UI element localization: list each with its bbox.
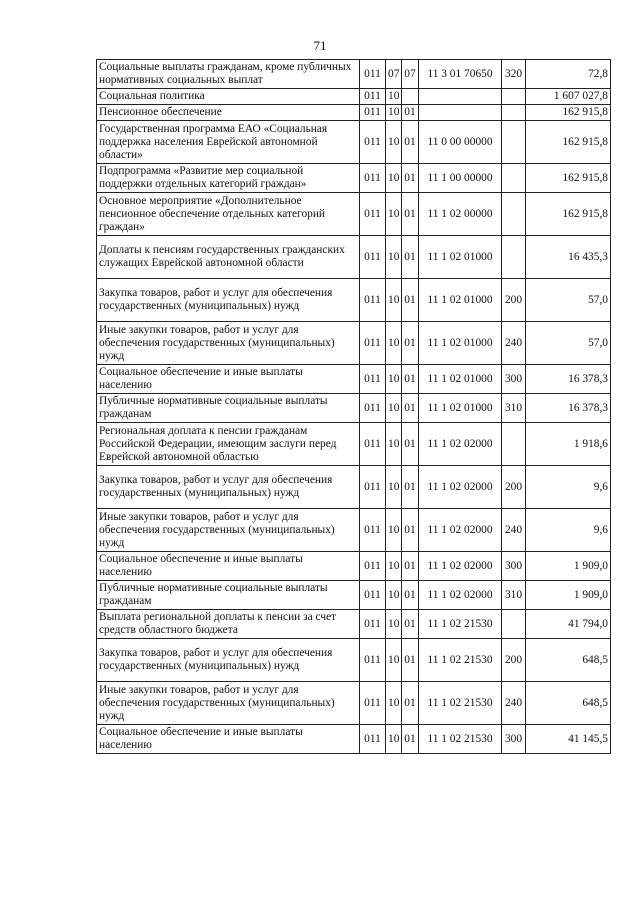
row-name-cell: Подпрограмма «Развитие мер социальной поддержки отдельных категорий граждан» bbox=[97, 164, 360, 193]
section-code-cell: 10 bbox=[386, 552, 402, 581]
table-row bbox=[97, 365, 611, 394]
section-code-cell: 10 bbox=[386, 610, 402, 639]
amount-cell: 9,6 bbox=[526, 466, 611, 509]
table-row bbox=[97, 581, 611, 610]
subsection-code-cell: 01 bbox=[402, 682, 419, 725]
row-name-cell: Доплаты к пенсиям государственных гражданских служащих Еврейской автономной области bbox=[97, 236, 360, 279]
table-row bbox=[97, 682, 611, 725]
ministry-code-cell: 011 bbox=[360, 193, 386, 236]
amount-cell: 16 378,3 bbox=[526, 365, 611, 394]
subsection-code-cell: 01 bbox=[402, 121, 419, 164]
table-row bbox=[97, 164, 611, 193]
subsection-code-cell: 01 bbox=[402, 509, 419, 552]
amount-cell: 57,0 bbox=[526, 279, 611, 322]
target-article-cell: 11 1 02 21530 bbox=[419, 725, 502, 754]
table-row bbox=[97, 509, 611, 552]
target-article-cell: 11 1 02 02000 bbox=[419, 423, 502, 466]
amount-cell: 9,6 bbox=[526, 509, 611, 552]
target-article-cell: 11 1 02 02000 bbox=[419, 466, 502, 509]
amount-cell: 162 915,8 bbox=[526, 105, 611, 121]
table-row bbox=[97, 236, 611, 279]
table-row bbox=[97, 610, 611, 639]
section-code-cell: 10 bbox=[386, 121, 402, 164]
row-name-cell: Иные закупки товаров, работ и услуг для обеспечения государственных (муниципальных) нужд bbox=[97, 322, 360, 365]
ministry-code-cell: 011 bbox=[360, 509, 386, 552]
section-code-cell: 10 bbox=[386, 394, 402, 423]
target-article-cell: 11 1 02 01000 bbox=[419, 322, 502, 365]
expense-kind-cell: 240 bbox=[502, 322, 526, 365]
row-name-cell: Основное мероприятие «Дополнительное пенсионное обеспечение отдельных категорий граждан» bbox=[97, 193, 360, 236]
target-article-cell: 11 1 02 21530 bbox=[419, 610, 502, 639]
section-code-cell: 10 bbox=[386, 89, 402, 105]
expense-kind-cell: 240 bbox=[502, 509, 526, 552]
row-name-cell: Иные закупки товаров, работ и услуг для обеспечения государственных (муниципальных) нужд bbox=[97, 509, 360, 552]
section-code-cell: 10 bbox=[386, 423, 402, 466]
target-article-cell: 11 1 02 02000 bbox=[419, 581, 502, 610]
amount-cell: 41 145,5 bbox=[526, 725, 611, 754]
expense-kind-cell bbox=[502, 193, 526, 236]
target-article-cell: 11 1 02 02000 bbox=[419, 552, 502, 581]
ministry-code-cell: 011 bbox=[360, 423, 386, 466]
amount-cell: 16 435,3 bbox=[526, 236, 611, 279]
ministry-code-cell: 011 bbox=[360, 610, 386, 639]
subsection-code-cell: 01 bbox=[402, 423, 419, 466]
target-article-cell: 11 1 00 00000 bbox=[419, 164, 502, 193]
table-row bbox=[97, 121, 611, 164]
section-code-cell: 10 bbox=[386, 639, 402, 682]
subsection-code-cell: 01 bbox=[402, 236, 419, 279]
section-code-cell: 10 bbox=[386, 236, 402, 279]
ministry-code-cell: 011 bbox=[360, 394, 386, 423]
subsection-code-cell: 01 bbox=[402, 639, 419, 682]
table-row bbox=[97, 725, 611, 754]
expense-kind-cell: 320 bbox=[502, 60, 526, 89]
section-code-cell: 10 bbox=[386, 466, 402, 509]
expense-kind-cell bbox=[502, 236, 526, 279]
amount-cell: 1 607 027,8 bbox=[526, 89, 611, 105]
target-article-cell: 11 1 02 01000 bbox=[419, 365, 502, 394]
table-row bbox=[97, 639, 611, 682]
table-row bbox=[97, 193, 611, 236]
ministry-code-cell: 011 bbox=[360, 105, 386, 121]
section-code-cell: 10 bbox=[386, 725, 402, 754]
amount-cell: 648,5 bbox=[526, 682, 611, 725]
target-article-cell bbox=[419, 105, 502, 121]
ministry-code-cell: 011 bbox=[360, 552, 386, 581]
table-row bbox=[97, 466, 611, 509]
section-code-cell: 10 bbox=[386, 509, 402, 552]
expense-kind-cell: 300 bbox=[502, 552, 526, 581]
expense-kind-cell: 200 bbox=[502, 639, 526, 682]
amount-cell: 1 918,6 bbox=[526, 423, 611, 466]
row-name-cell: Иные закупки товаров, работ и услуг для обеспечения государственных (муниципальных) нужд bbox=[97, 682, 360, 725]
amount-cell: 162 915,8 bbox=[526, 121, 611, 164]
section-code-cell: 10 bbox=[386, 322, 402, 365]
amount-cell: 162 915,8 bbox=[526, 193, 611, 236]
expense-kind-cell bbox=[502, 610, 526, 639]
ministry-code-cell: 011 bbox=[360, 581, 386, 610]
subsection-code-cell: 01 bbox=[402, 279, 419, 322]
section-code-cell: 10 bbox=[386, 279, 402, 322]
budget-table bbox=[96, 59, 611, 754]
row-name-cell: Региональная доплата к пенсии гражданам Российской Федерации, имеющим заслуги перед Еврейской автономной областью bbox=[97, 423, 360, 466]
expense-kind-cell: 240 bbox=[502, 682, 526, 725]
row-name-cell: Пенсионное обеспечение bbox=[97, 105, 360, 121]
row-name-cell: Закупка товаров, работ и услуг для обеспечения государственных (муниципальных) нужд bbox=[97, 639, 360, 682]
expense-kind-cell bbox=[502, 105, 526, 121]
subsection-code-cell: 01 bbox=[402, 164, 419, 193]
section-code-cell: 10 bbox=[386, 193, 402, 236]
expense-kind-cell bbox=[502, 121, 526, 164]
ministry-code-cell: 011 bbox=[360, 322, 386, 365]
expense-kind-cell: 300 bbox=[502, 365, 526, 394]
amount-cell: 162 915,8 bbox=[526, 164, 611, 193]
ministry-code-cell: 011 bbox=[360, 164, 386, 193]
target-article-cell: 11 1 02 02000 bbox=[419, 509, 502, 552]
row-name-cell: Социальное обеспечение и иные выплаты населению bbox=[97, 365, 360, 394]
row-name-cell: Закупка товаров, работ и услуг для обеспечения государственных (муниципальных) нужд bbox=[97, 279, 360, 322]
subsection-code-cell: 01 bbox=[402, 193, 419, 236]
amount-cell: 16 378,3 bbox=[526, 394, 611, 423]
amount-cell: 72,8 bbox=[526, 60, 611, 89]
ministry-code-cell: 011 bbox=[360, 121, 386, 164]
ministry-code-cell: 011 bbox=[360, 682, 386, 725]
expense-kind-cell: 310 bbox=[502, 581, 526, 610]
row-name-cell: Социальное обеспечение и иные выплаты населению bbox=[97, 552, 360, 581]
ministry-code-cell: 011 bbox=[360, 60, 386, 89]
section-code-cell: 10 bbox=[386, 365, 402, 394]
table-row bbox=[97, 89, 611, 105]
ministry-code-cell: 011 bbox=[360, 89, 386, 105]
expense-kind-cell: 200 bbox=[502, 279, 526, 322]
subsection-code-cell bbox=[402, 89, 419, 105]
target-article-cell: 11 3 01 70650 bbox=[419, 60, 502, 89]
table-row bbox=[97, 552, 611, 581]
expense-kind-cell bbox=[502, 164, 526, 193]
target-article-cell: 11 1 02 21530 bbox=[419, 682, 502, 725]
subsection-code-cell: 01 bbox=[402, 322, 419, 365]
table-row bbox=[97, 322, 611, 365]
subsection-code-cell: 01 bbox=[402, 552, 419, 581]
amount-cell: 1 909,0 bbox=[526, 552, 611, 581]
table-row bbox=[97, 60, 611, 89]
row-name-cell: Выплата региональной доплаты к пенсии за счет средств областного бюджета bbox=[97, 610, 360, 639]
target-article-cell: 11 1 02 00000 bbox=[419, 193, 502, 236]
row-name-cell: Закупка товаров, работ и услуг для обеспечения государственных (муниципальных) нужд bbox=[97, 466, 360, 509]
row-name-cell: Государственная программа ЕАО «Социальная поддержка населения Еврейской автономной области» bbox=[97, 121, 360, 164]
subsection-code-cell: 01 bbox=[402, 394, 419, 423]
target-article-cell: 11 1 02 01000 bbox=[419, 394, 502, 423]
ministry-code-cell: 011 bbox=[360, 365, 386, 394]
row-name-cell: Публичные нормативные социальные выплаты гражданам bbox=[97, 394, 360, 423]
row-name-cell: Социальная политика bbox=[97, 89, 360, 105]
subsection-code-cell: 07 bbox=[402, 60, 419, 89]
ministry-code-cell: 011 bbox=[360, 466, 386, 509]
expense-kind-cell: 310 bbox=[502, 394, 526, 423]
amount-cell: 41 794,0 bbox=[526, 610, 611, 639]
table-body bbox=[97, 60, 611, 754]
row-name-cell: Публичные нормативные социальные выплаты гражданам bbox=[97, 581, 360, 610]
table-row bbox=[97, 394, 611, 423]
row-name-cell: Социальное обеспечение и иные выплаты населению bbox=[97, 725, 360, 754]
expense-kind-cell: 200 bbox=[502, 466, 526, 509]
subsection-code-cell: 01 bbox=[402, 610, 419, 639]
ministry-code-cell: 011 bbox=[360, 236, 386, 279]
ministry-code-cell: 011 bbox=[360, 279, 386, 322]
expense-kind-cell bbox=[502, 89, 526, 105]
subsection-code-cell: 01 bbox=[402, 581, 419, 610]
page-number: 71 bbox=[313, 38, 327, 53]
amount-cell: 1 909,0 bbox=[526, 581, 611, 610]
subsection-code-cell: 01 bbox=[402, 105, 419, 121]
ministry-code-cell: 011 bbox=[360, 639, 386, 682]
section-code-cell: 07 bbox=[386, 60, 402, 89]
subsection-code-cell: 01 bbox=[402, 365, 419, 394]
amount-cell: 57,0 bbox=[526, 322, 611, 365]
table-row bbox=[97, 279, 611, 322]
section-code-cell: 10 bbox=[386, 581, 402, 610]
subsection-code-cell: 01 bbox=[402, 466, 419, 509]
ministry-code-cell: 011 bbox=[360, 725, 386, 754]
table-row bbox=[97, 105, 611, 121]
target-article-cell: 11 1 02 01000 bbox=[419, 236, 502, 279]
expense-kind-cell bbox=[502, 423, 526, 466]
subsection-code-cell: 01 bbox=[402, 725, 419, 754]
table-row bbox=[97, 423, 611, 466]
target-article-cell bbox=[419, 89, 502, 105]
section-code-cell: 10 bbox=[386, 105, 402, 121]
target-article-cell: 11 0 00 00000 bbox=[419, 121, 502, 164]
target-article-cell: 11 1 02 01000 bbox=[419, 279, 502, 322]
target-article-cell: 11 1 02 21530 bbox=[419, 639, 502, 682]
row-name-cell: Социальные выплаты гражданам, кроме публичных нормативных социальных выплат bbox=[97, 60, 360, 89]
section-code-cell: 10 bbox=[386, 164, 402, 193]
expense-kind-cell: 300 bbox=[502, 725, 526, 754]
section-code-cell: 10 bbox=[386, 682, 402, 725]
amount-cell: 648,5 bbox=[526, 639, 611, 682]
